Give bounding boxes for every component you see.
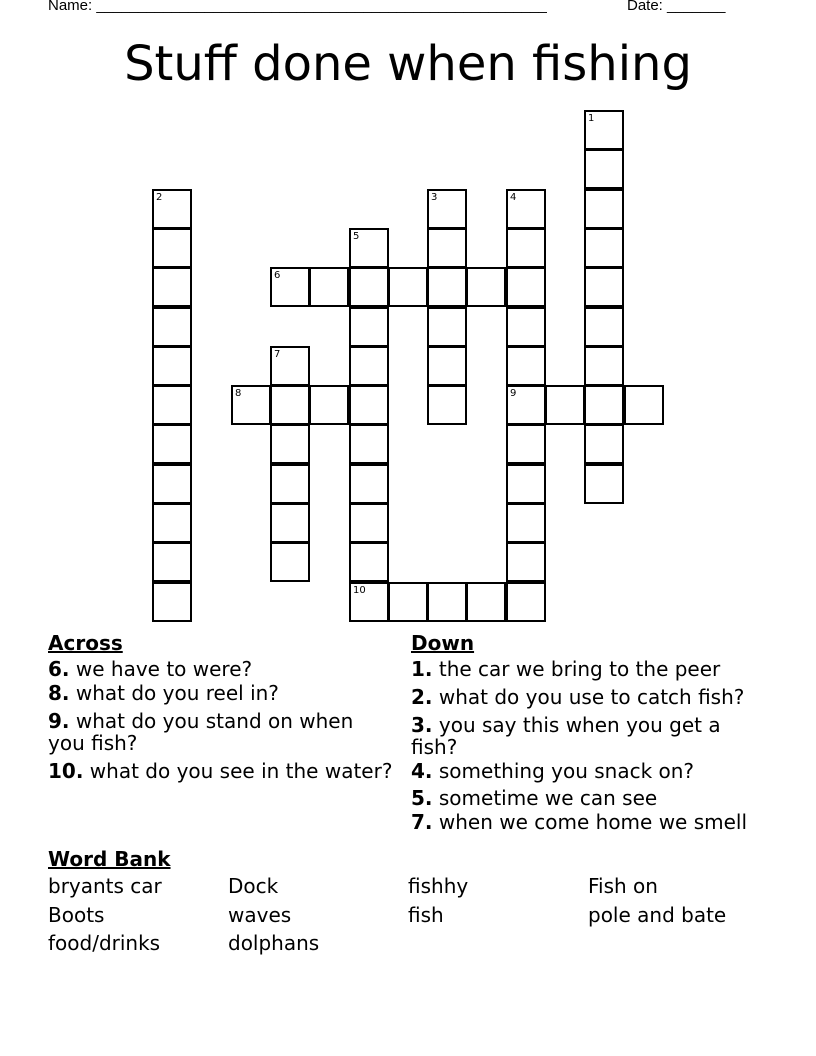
crossword-cell[interactable] [506, 424, 546, 464]
crossword-cell[interactable] [349, 424, 389, 464]
crossword-cell[interactable] [270, 542, 310, 582]
crossword-cell[interactable] [506, 307, 546, 347]
crossword-cell[interactable] [427, 346, 467, 386]
crossword-cell[interactable] [506, 464, 546, 504]
word-bank-heading: Word Bank [48, 847, 171, 871]
crossword-cell[interactable] [584, 346, 624, 386]
word-bank-item: bryants car [48, 874, 162, 898]
crossword-cell[interactable] [584, 149, 624, 189]
crossword-cell[interactable] [349, 503, 389, 543]
crossword-cell[interactable] [506, 582, 546, 622]
crossword-cell[interactable] [388, 582, 428, 622]
across-clue-9: 9. what do you stand on when you fish? [48, 709, 354, 755]
crossword-cell[interactable] [506, 385, 546, 425]
crossword-cell[interactable] [152, 582, 192, 622]
crossword-cell[interactable] [466, 582, 506, 622]
down-clue-3: 3. you say this when you get a fish? [411, 713, 721, 759]
down-clue-1: 1. the car we bring to the peer [411, 657, 721, 681]
crossword-cell[interactable] [506, 346, 546, 386]
crossword-cell[interactable] [427, 582, 467, 622]
across-heading: Across [48, 631, 123, 655]
crossword-cell[interactable] [349, 542, 389, 582]
crossword-cell[interactable] [584, 189, 624, 229]
crossword-cell[interactable] [466, 267, 506, 307]
word-bank-item: Fish on [588, 874, 658, 898]
crossword-cell[interactable] [506, 228, 546, 268]
crossword-cell[interactable] [270, 503, 310, 543]
crossword-cell[interactable] [152, 424, 192, 464]
down-heading: Down [411, 631, 475, 655]
crossword-cell[interactable] [152, 307, 192, 347]
crossword-cell[interactable] [270, 267, 310, 307]
down-clue-4: 4. something you snack on? [411, 759, 695, 783]
crossword-cell[interactable] [584, 267, 624, 307]
clue-number: 10 [353, 585, 366, 596]
clue-number: 7 [274, 349, 281, 360]
clue-number: 8 [235, 388, 242, 399]
crossword-cell[interactable] [388, 267, 428, 307]
crossword-cell[interactable] [584, 307, 624, 347]
crossword-cell[interactable] [349, 582, 389, 622]
crossword-cell[interactable] [624, 385, 664, 425]
clue-number: 9 [510, 388, 517, 399]
name-line[interactable]: Name: ______________________________________________________ [48, 0, 547, 14]
crossword-cell[interactable] [231, 385, 271, 425]
crossword-cell[interactable] [584, 110, 624, 150]
clue-number: 1 [588, 113, 595, 124]
crossword-cell[interactable] [584, 385, 624, 425]
crossword-cell[interactable] [152, 228, 192, 268]
page-title: Stuff done when fishing [124, 36, 692, 92]
crossword-cell[interactable] [506, 503, 546, 543]
crossword-cell[interactable] [152, 346, 192, 386]
crossword-cell[interactable] [152, 542, 192, 582]
crossword-cell[interactable] [152, 464, 192, 504]
word-bank-item: Boots [48, 903, 105, 927]
crossword-cell[interactable] [270, 346, 310, 386]
down-clue-7: 7. when we come home we smell [411, 810, 748, 834]
down-clue-5: 5. sometime we can see [411, 786, 658, 810]
crossword-cell[interactable] [349, 267, 389, 307]
crossword-cell[interactable] [152, 189, 192, 229]
crossword-cell[interactable] [427, 385, 467, 425]
crossword-cell[interactable] [584, 424, 624, 464]
crossword-cell[interactable] [309, 385, 349, 425]
word-bank-item: dolphans [228, 931, 320, 955]
crossword-cell[interactable] [349, 385, 389, 425]
clue-number: 4 [510, 192, 517, 203]
crossword-cell[interactable] [545, 385, 585, 425]
crossword-cell[interactable] [152, 385, 192, 425]
crossword-cell[interactable] [427, 307, 467, 347]
crossword-cell[interactable] [270, 385, 310, 425]
across-clue-10: 10. what do you see in the water? [48, 759, 393, 783]
crossword-cell[interactable] [427, 228, 467, 268]
word-bank-item: waves [228, 903, 292, 927]
crossword-cell[interactable] [349, 464, 389, 504]
clue-number: 3 [431, 192, 438, 203]
across-clue-6: 6. we have to were? [48, 657, 253, 681]
word-bank-item: food/drinks [48, 931, 161, 955]
down-clue-2: 2. what do you use to catch fish? [411, 685, 745, 709]
word-bank-item: fishhy [408, 874, 469, 898]
crossword-cell[interactable] [349, 346, 389, 386]
crossword-cell[interactable] [152, 503, 192, 543]
crossword-cell[interactable] [309, 267, 349, 307]
word-bank-item: pole and bate [588, 903, 727, 927]
crossword-cell[interactable] [584, 228, 624, 268]
crossword-cell[interactable] [349, 228, 389, 268]
crossword-cell[interactable] [270, 464, 310, 504]
word-bank-item: Dock [228, 874, 279, 898]
clue-number: 6 [274, 270, 281, 281]
crossword-cell[interactable] [270, 424, 310, 464]
clue-number: 2 [156, 192, 163, 203]
crossword-cell[interactable] [427, 267, 467, 307]
word-bank-item: fish [408, 903, 444, 927]
crossword-cell[interactable] [506, 542, 546, 582]
crossword-cell[interactable] [349, 307, 389, 347]
crossword-cell[interactable] [506, 189, 546, 229]
across-clue-8: 8. what do you reel in? [48, 681, 279, 705]
clue-number: 5 [353, 231, 360, 242]
crossword-cell[interactable] [584, 464, 624, 504]
date-line[interactable]: Date: _______ [627, 0, 726, 14]
crossword-cell[interactable] [152, 267, 192, 307]
crossword-cell[interactable] [506, 267, 546, 307]
crossword-cell[interactable] [427, 189, 467, 229]
